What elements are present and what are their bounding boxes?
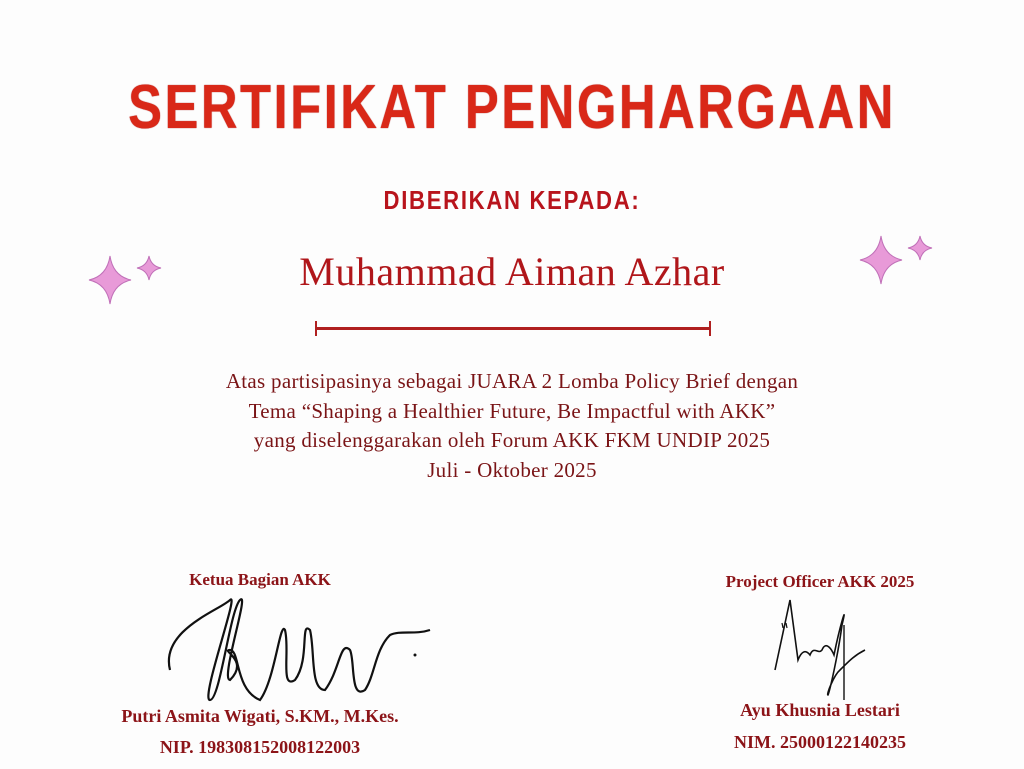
signatory-role: Project Officer AKK 2025 — [725, 572, 915, 591]
certificate-title: SERTIFIKAT PENGHARGAAN — [128, 73, 896, 142]
recipient-name: Muhammad Aiman Azhar — [299, 249, 725, 294]
signature-image — [160, 590, 440, 710]
body-line: yang diselenggarakan oleh Forum AKK FKM UNDIP 2025 — [253, 428, 771, 452]
signature-image — [770, 595, 870, 700]
body-line: Atas partisipasinya sebagai JUARA 2 Lomba Policy Brief dengan — [225, 369, 799, 393]
signatory-role: Ketua Bagian AKK — [189, 570, 331, 589]
body-line: Tema “Shaping a Healthier Future, Be Impactful with AKK” — [248, 398, 776, 423]
signatory-name: Putri Asmita Wigati, S.KM., M.Kes. — [121, 706, 399, 726]
signatory-id: NIP. 198308152008122003 — [159, 737, 361, 757]
signatory-name: Ayu Khusnia Lestari — [740, 700, 900, 720]
certificate-body — [0, 367, 1024, 485]
name-underline-divider — [315, 327, 711, 330]
body-line: Juli - Oktober 2025 — [427, 457, 597, 482]
certificate-subtitle: DIBERIKAN KEPADA: — [383, 185, 641, 215]
signatory-id: NIM. 25000122140235 — [734, 732, 906, 752]
